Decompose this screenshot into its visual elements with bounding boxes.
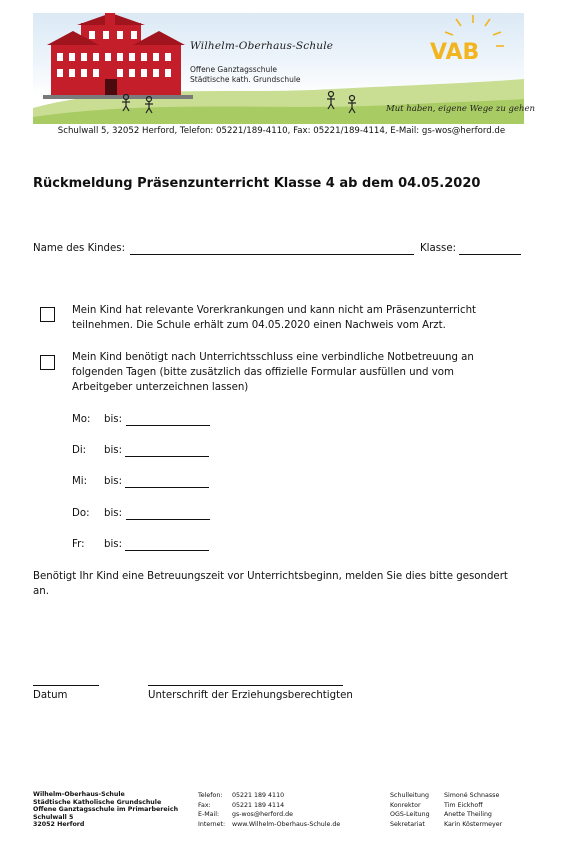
school-motto: Mut haben, eigene Wege zu gehen	[386, 104, 535, 114]
day-label-do: Do:	[72, 508, 90, 519]
footer-school-info: Wilhelm-Oberhaus-Schule Städtische Katholische Grundschule Offene Ganztagsschule im Primarbereich Schulwall 5 32052 Herford	[33, 791, 179, 829]
child-name-label: Name des Kindes:	[33, 243, 126, 254]
time-field-mi[interactable]	[125, 487, 209, 488]
day-label-di: Di:	[72, 445, 87, 456]
time-field-fr[interactable]	[125, 550, 209, 551]
class-label: Klasse:	[420, 243, 457, 254]
date-field[interactable]	[33, 685, 99, 686]
time-field-mo[interactable]	[126, 425, 210, 426]
bis-label-mo: bis:	[104, 414, 123, 425]
time-field-do[interactable]	[126, 519, 210, 520]
footer-contact-values: 05221 189 4110 05221 189 4114 gs-wos@herford.de www.Wilhelm-Oberhaus-Schule.de	[232, 792, 341, 828]
school-address: Schulwall 5, 32052 Herford, Telefon: 05221/189-4110, Fax: 05221/189-4114, E-Mail: gs-wos@herford.de	[57, 126, 506, 136]
child-name-field[interactable]	[130, 254, 414, 255]
time-field-di[interactable]	[125, 456, 209, 457]
day-label-fr: Fr:	[72, 539, 85, 550]
school-building-illustration	[43, 13, 193, 99]
bis-label-do: bis:	[104, 508, 123, 519]
school-subtitle-1: Offene Ganztagsschule	[190, 65, 277, 74]
footer-staff-names: Simoné Schnasse Tim Eickhoff Anette Theiling Karin Köstermeyer	[444, 792, 503, 828]
checkbox-preexisting-conditions[interactable]	[40, 307, 55, 322]
checkbox-emergency-care[interactable]	[40, 355, 55, 370]
early-care-note: Benötigt Ihr Kind eine Betreuungszeit vor Unterrichtsbeginn, melden Sie dies bitte gesondert an.	[33, 571, 508, 597]
bis-label-mi: bis:	[104, 476, 123, 487]
option-2-text: Mein Kind benötigt nach Unterrichtsschluss eine verbindliche Notbetreuung an folgenden Tagen (bitte zusätzlich das offizielle Formular ausfüllen und vom Arbeitgeber unterzeichnen lassen)	[72, 352, 474, 393]
day-label-mi: Mi:	[72, 476, 88, 487]
bis-label-fr: bis:	[104, 539, 123, 550]
day-label-mo: Mo:	[72, 414, 91, 425]
signature-field[interactable]	[148, 685, 343, 686]
school-name: Wilhelm-Oberhaus-Schule	[190, 40, 334, 52]
school-subtitle-2: Städtische kath. Grundschule	[190, 75, 301, 84]
form-title: Rückmeldung Präsenzunterricht Klasse 4 ab dem 04.05.2020	[33, 176, 481, 191]
signature-label: Unterschrift der Erziehungsberechtigten	[148, 690, 353, 701]
option-1-text: Mein Kind hat relevante Vorerkrankungen und kann nicht am Präsenzunterricht teilnehmen. Die Schule erhält zum 04.05.2020 einen Nachweis vom Arzt.	[72, 305, 477, 331]
class-field[interactable]	[459, 254, 521, 255]
date-label: Datum	[33, 690, 68, 701]
bis-label-di: bis:	[104, 445, 123, 456]
footer-staff-roles: Schulleitung Konrektor OGS-Leitung Sekretariat	[390, 792, 430, 828]
footer-contact-labels: Telefon: Fax: E-Mail: Internet:	[198, 792, 226, 828]
svg-text:VAB: VAB	[430, 40, 480, 65]
